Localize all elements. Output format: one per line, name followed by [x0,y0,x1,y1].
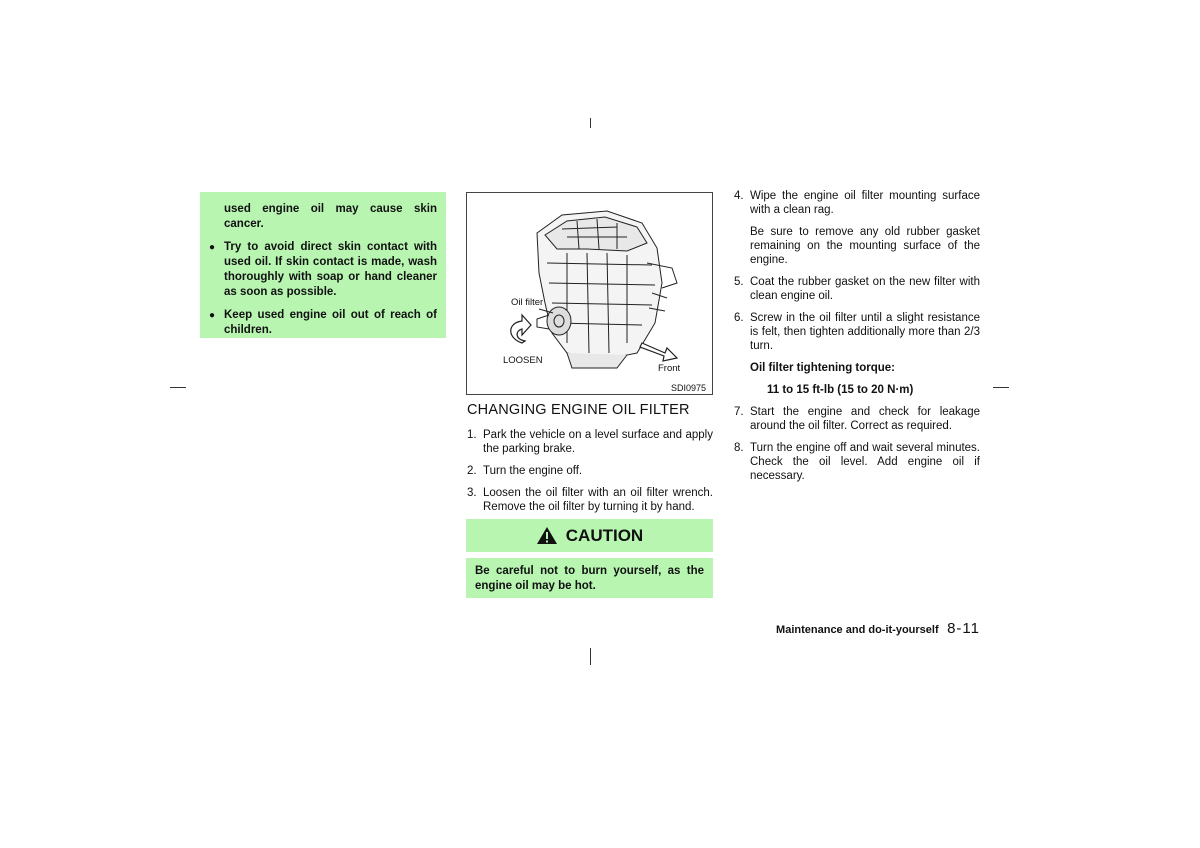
warning-text: used engine oil may cause skin cancer. [224,203,437,230]
steps-right [734,189,980,491]
step-number: 2. [467,465,477,477]
step-text: Park the vehicle on a level surface and apply the parking brake. [483,429,713,455]
step-item [467,486,713,514]
warning-bullet-text: Try to avoid direct skin contact with used oil. If skin contact is made, wash thoroughly with soap or hand cleaner as soon as possible. [224,241,437,298]
figure-label-filter: Oil filter [511,297,544,308]
step-item [734,275,980,303]
step-number: 3. [467,487,477,499]
step-text: Screw in the oil filter until a slight resistance is felt, then tighten additionally more than 2/3 turn. [750,312,980,352]
warning-bullet-text: Keep used engine oil out of reach of children. [224,309,437,336]
crop-mark-top [590,118,591,128]
step-number: 7. [734,406,744,418]
crop-mark-left [170,387,186,388]
step-item [467,428,713,456]
step-number: 8. [734,442,744,454]
torque-heading: Oil filter tightening torque: [750,362,896,374]
step-item [734,405,980,433]
step-text: Loosen the oil filter with an oil filter wrench. Remove the oil filter by turning it by hand. [483,487,713,513]
figure-label-front: Front [658,363,681,374]
bullet-icon: ● [209,310,216,321]
step-item [734,441,980,483]
caution-title: CAUTION [565,525,644,545]
step-item [734,311,980,353]
figure-code: SDI0975 [671,383,707,393]
warning-triangle-icon [536,526,558,545]
step-text: Turn the engine off and wait several minutes. Check the oil level. Add engine oil if necessary. [750,442,980,482]
warning-box [200,192,446,338]
crop-mark-bottom [590,648,591,665]
step-text: Coat the rubber gasket on the new filter with clean engine oil. [750,276,980,302]
caution-text: Be careful not to burn yourself, as the engine oil may be hot. [466,558,713,598]
page-footer [740,620,980,638]
step-subtext: Be sure to remove any old rubber gasket remaining on the mounting surface of the engine. [750,226,980,266]
engine-figure [466,192,713,395]
step-text: Start the engine and check for leakage around the oil filter. Correct as required. [750,406,980,432]
step-item [734,189,980,267]
step-number: 4. [734,190,744,202]
warning-bullet [209,308,437,338]
steps-middle [467,428,713,522]
figure-label-loosen: LOOSEN [503,355,543,366]
step-number: 1. [467,429,477,441]
caution-header [466,519,713,552]
step-text: Wipe the engine oil filter mounting surface with a clean rag. [750,190,980,216]
step-number: 5. [734,276,744,288]
step-number: 6. [734,312,744,324]
step-text: Turn the engine off. [483,465,583,477]
page-number: 8-11 [947,620,980,637]
crop-mark-right [993,387,1009,388]
bullet-icon: ● [209,242,216,253]
section-heading: CHANGING ENGINE OIL FILTER [467,402,690,418]
step-item [467,464,713,478]
torque-value: 11 to 15 ft-lb (15 to 20 N·m) [767,384,914,396]
footer-section: Maintenance and do-it-yourself [776,624,939,636]
warning-bullet [209,240,437,300]
